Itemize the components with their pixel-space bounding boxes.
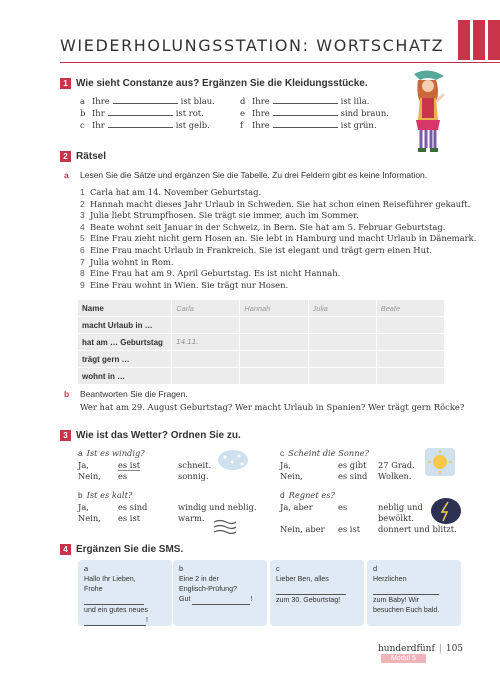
- list-item: 9 Eine Frau wohnt in Wien. Sie trägt nur Hosen.: [80, 279, 289, 290]
- item-letter: a: [80, 96, 85, 106]
- page-number-words: hunderdfünf: [378, 644, 435, 654]
- sms-card-a: a Hallo Ihr Lieben, Frohe und ein gutes neues !: [78, 560, 172, 626]
- item-suffix: sind braun.: [340, 108, 389, 118]
- sms-blank[interactable]: [84, 615, 146, 626]
- section3-title: Wie ist das Wetter? Ordnen Sie zu.: [76, 430, 241, 441]
- subtask-letter: b: [64, 389, 70, 399]
- list-item: 6 Eine Frau macht Urlaub in Frankreich. Sie ist elegant und trägt gern einen Hut.: [80, 244, 433, 255]
- section2-instruction-a: [64, 170, 427, 180]
- table-cell[interactable]: [376, 317, 444, 334]
- table-cell[interactable]: [240, 317, 308, 334]
- instruction-text: Lesen Sie die Sätze und ergänzen Sie die Tabelle. Zu drei Feldern gibt es keine Information.: [80, 170, 428, 180]
- instruction-text: Beantworten Sie die Fragen.: [80, 389, 188, 399]
- page-footer: hunderdfünf | 105Modul 5: [378, 644, 464, 662]
- page-title: WIEDERHOLUNGSSTATION: WORTSCHATZ: [60, 36, 445, 55]
- section2-title: Rätsel: [76, 151, 107, 162]
- item-suffix: ist grün.: [340, 120, 377, 130]
- item-prefix: Ihr: [92, 120, 105, 130]
- exercise-row: [80, 96, 400, 108]
- section4-number: 4: [60, 544, 71, 555]
- sms-blank[interactable]: [192, 594, 250, 605]
- table-cell[interactable]: [376, 368, 444, 385]
- table-cell[interactable]: [308, 317, 376, 334]
- item-prefix: Ihre: [252, 108, 270, 118]
- list-item: 1 Carla hat am 14. November Geburtstag.: [80, 187, 262, 197]
- exercise-row: [80, 108, 400, 120]
- table-header-row: Name Carla Hannah Julia Beate: [78, 300, 445, 317]
- sms-blank[interactable]: [84, 594, 144, 605]
- list-item: 7 Julia wohnt in Rom.: [80, 256, 174, 267]
- section1-exercise: [80, 96, 400, 132]
- item-suffix: ist gelb.: [175, 120, 210, 130]
- answer-blank[interactable]: [273, 115, 338, 116]
- weather-block-a: a Ist es windig? Ja, es ist schneit. Nein, es sonnig.: [78, 448, 212, 481]
- section1-heading: [60, 78, 368, 89]
- header-stripes: [458, 20, 500, 60]
- b-questions: Wer hat am 29. August Geburtstag? Wer macht Urlaub in Spanien? Wer trägt gern Röcke?: [80, 402, 465, 412]
- snow-icon: [216, 448, 250, 472]
- sms-card-b: b Eine 2 in der Englisch-Prüfung? Gut !: [173, 560, 267, 626]
- sms-card-d: d Herzlichen zum Baby! Wir besuchen Euch bald.: [367, 560, 461, 626]
- table-cell[interactable]: [376, 351, 444, 368]
- table-cell[interactable]: [376, 334, 444, 351]
- item-letter: c: [80, 120, 85, 130]
- exercise-row: [80, 120, 400, 132]
- table-cell[interactable]: 14.11.: [172, 334, 240, 351]
- item-suffix: ist rot.: [175, 108, 204, 118]
- section3-number: 3: [60, 430, 71, 441]
- thunderstorm-icon: [430, 496, 462, 526]
- item-suffix: ist lila.: [340, 96, 370, 106]
- section3-heading: [60, 430, 241, 441]
- subtask-letter: a: [64, 170, 69, 180]
- item-letter: e: [240, 108, 245, 118]
- sms-blank[interactable]: [276, 584, 346, 595]
- page-number: 105: [445, 644, 464, 654]
- answer-blank[interactable]: [113, 103, 178, 104]
- module-tag: Modul 5: [381, 654, 426, 663]
- section1-number: 1: [60, 78, 71, 89]
- section2-instruction-b: [64, 389, 188, 399]
- item-letter: f: [240, 120, 244, 130]
- table-row: wohnt in …: [78, 368, 445, 385]
- table-cell[interactable]: [172, 351, 240, 368]
- section1-title: Wie sieht Constanze aus? Ergänzen Sie die Kleidungsstücke.: [76, 78, 368, 89]
- table-row: hat am … Geburtstag 14.11.: [78, 334, 445, 351]
- table-cell[interactable]: [240, 334, 308, 351]
- weather-block-d: d Regnet es? Ja, aber es neblig und bewölkt. Nein, aber es ist donnert und blitzt.: [280, 490, 457, 534]
- item-letter: b: [80, 108, 86, 118]
- table-cell[interactable]: [240, 351, 308, 368]
- list-item: 2 Hannah macht dieses Jahr Urlaub in Schweden. Sie hat schon einen Reiseführer gekauft.: [80, 198, 471, 209]
- list-item: 5 Eine Frau zieht nicht gern Hosen an. Sie lebt in Hamburg und macht Urlaub in Dänemark.: [80, 233, 477, 244]
- section2-number: 2: [60, 151, 71, 162]
- riddle-sentences: [80, 187, 480, 291]
- weather-block-b: b Ist es kalt? Ja, es sind windig und neblig. Nein, es ist warm.: [78, 490, 257, 523]
- item-prefix: Ihre: [252, 120, 270, 130]
- table-cell[interactable]: [172, 317, 240, 334]
- title-divider: [60, 62, 500, 63]
- section2-heading: [60, 151, 106, 162]
- table-row: trägt gern …: [78, 351, 445, 368]
- answer-blank[interactable]: [108, 115, 173, 116]
- table-cell[interactable]: [308, 351, 376, 368]
- table-cell[interactable]: [308, 368, 376, 385]
- table-cell[interactable]: [240, 368, 308, 385]
- sms-blank[interactable]: [373, 584, 439, 595]
- list-item: 4 Beate wohnt seit Januar in der Schweiz, in Bern. Sie hat am 5. Februar Geburtstag.: [80, 221, 446, 232]
- item-suffix: ist blau.: [180, 96, 215, 106]
- table-cell[interactable]: [308, 334, 376, 351]
- sun-icon: [425, 448, 455, 476]
- item-prefix: Ihr: [92, 108, 105, 118]
- table-row: macht Urlaub in …: [78, 317, 445, 334]
- section4-heading: [60, 544, 183, 555]
- answer-blank[interactable]: [108, 127, 173, 128]
- weather-block-c: c Scheint die Sonne? Ja, es gibt 27 Grad. Nein, es sind Wolken.: [280, 448, 415, 481]
- item-prefix: Ihre: [92, 96, 110, 106]
- list-item: 3 Julia liebt Strumpfhosen. Sie trägt sie immer, auch im Sommer.: [80, 210, 359, 221]
- answer-blank[interactable]: [273, 127, 338, 128]
- answer-blank[interactable]: [273, 103, 338, 104]
- list-item: 8 Eine Frau hat am 9. April Geburtstag. Es ist nicht Hannah.: [80, 268, 341, 279]
- riddle-table: [77, 299, 445, 385]
- table-cell[interactable]: [172, 368, 240, 385]
- item-letter: d: [240, 96, 246, 106]
- wind-icon: [212, 518, 238, 534]
- item-prefix: Ihre: [252, 96, 270, 106]
- section4-title: Ergänzen Sie die SMS.: [76, 544, 184, 555]
- constanze-illustration: [406, 68, 450, 156]
- sms-card-c: c Lieber Ben, alles zum 30. Geburtstag!: [270, 560, 364, 626]
